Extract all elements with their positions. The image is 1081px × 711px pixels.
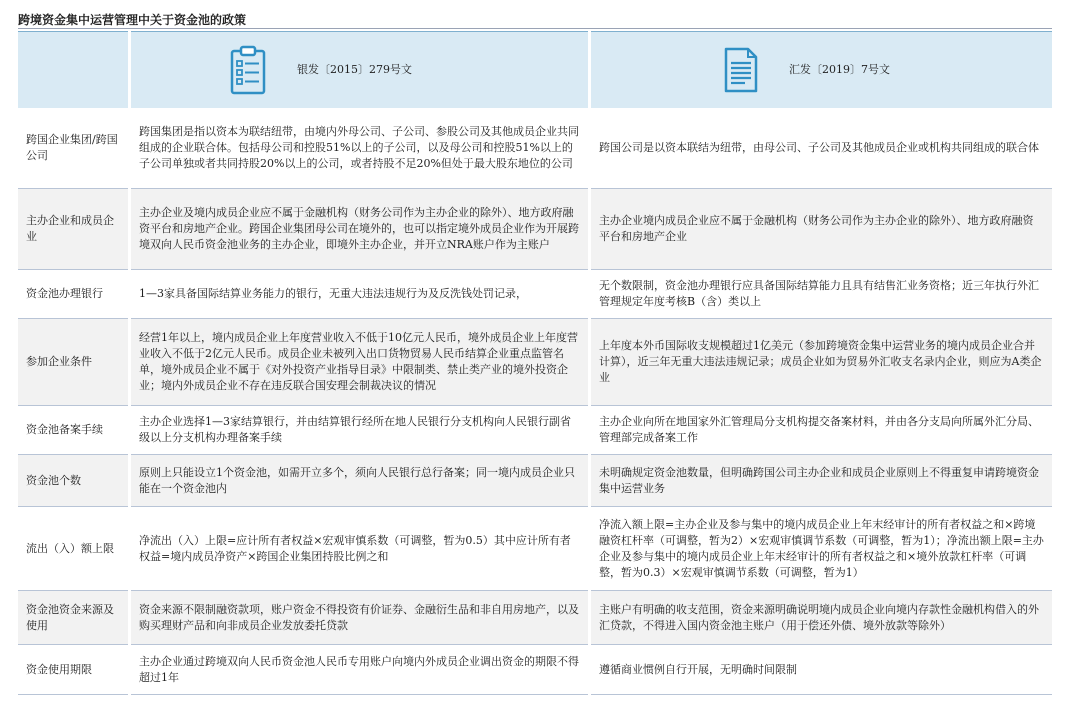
row-label: 资金池个数	[18, 455, 128, 507]
table-header-row	[18, 31, 1052, 108]
policy-comparison-table	[15, 31, 1055, 695]
cell-2019: 净流入额上限=主办企业及参与集中的境内成员企业上年末经审计的所有者权益之和×跨境融资杠杆率（可调整，暂为2）×宏观审慎调节系数（可调整，暂为1）；净流出额上限=主办企业及参与集中的境内成员企业上年末经审计的所有者权益之和×境外放款杠杆率（可调整，暂为0.3）×宏观审慎调节系数（可调整，暂为1）	[591, 507, 1052, 591]
cell-2015: 跨国集团是指以资本为联结纽带，由境内外母公司、子公司、参股公司及其他成员企业共同组成的企业联合体。包括母公司和控股51%以上的子公司，以及母公司和控股51%以上的子公司单独或者共同持股20%以上的公司，或者持股不足20%但处于最大股东地位的公司	[131, 108, 588, 189]
cell-2019: 无个数限制，资金池办理银行应具备国际结算能力且具有结售汇业务资格；近三年执行外汇管理规定年度考核B（含）类以上	[591, 270, 1052, 319]
header-2015-column	[131, 31, 588, 108]
header-2019-column	[591, 31, 1052, 108]
row-label: 资金池资金来源及使用	[18, 591, 128, 645]
table-row	[18, 406, 1052, 455]
clipboard-checklist-icon	[229, 45, 267, 95]
table-row	[18, 319, 1052, 406]
cell-2019: 未明确规定资金池数量，但明确跨国公司主办企业和成员企业原则上不得重复申请跨境资金集中运营业务	[591, 455, 1052, 507]
table-row	[18, 507, 1052, 591]
cell-2015: 原则上只能设立1个资金池，如需开立多个，须向人民银行总行备案；同一境内成员企业只能在一个资金池内	[131, 455, 588, 507]
header-2019-label: 汇发〔2019〕7号文	[789, 63, 890, 76]
cell-2019: 主账户有明确的收支范围，资金来源明确说明境内成员企业向境内存款性金融机构借入的外汇贷款，不得进入国内资金池主账户（用于偿还外债、境外放款等除外）	[591, 591, 1052, 645]
row-label: 主办企业和成员企业	[18, 189, 128, 270]
row-label: 资金使用期限	[18, 645, 128, 695]
row-label: 参加企业条件	[18, 319, 128, 406]
table-row	[18, 108, 1052, 189]
cell-2015: 1—3家具备国际结算业务能力的银行，无重大违法违规行为及反洗钱处罚记录，	[131, 270, 588, 319]
header-item-column	[18, 31, 128, 108]
row-label: 资金池备案手续	[18, 406, 128, 455]
cell-2019: 上年度本外币国际收支规模超过1亿美元（参加跨境资金集中运营业务的境内成员企业合并计算），近三年无重大违法违规记录；成员企业如为贸易外汇收支名录内企业，则应为A类企业	[591, 319, 1052, 406]
cell-2015: 主办企业及境内成员企业应不属于金融机构（财务公司作为主办企业的除外）、地方政府融资平台和房地产企业。跨国企业集团母公司在境外的，也可以指定境外成员企业作为开展跨境双向人民币资金池业务的主办企业，即境外主办企业，并开立NRA账户作为主账户	[131, 189, 588, 270]
cell-2019: 主办企业境内成员企业应不属于金融机构（财务公司作为主办企业的除外）、地方政府融资平台和房地产企业	[591, 189, 1052, 270]
row-label: 跨国企业集团/跨国公司	[18, 108, 128, 189]
document-icon	[723, 47, 759, 93]
table-row	[18, 645, 1052, 695]
cell-2015: 资金来源不限制融资款项，账户资金不得投资有价证券、金融衍生品和非自用房地产，以及购买理财产品和向非成员企业发放委托贷款	[131, 591, 588, 645]
cell-2015: 主办企业通过跨境双向人民币资金池人民币专用账户向境内外成员企业调出资金的期限不得超过1年	[131, 645, 588, 695]
row-label: 流出（入）额上限	[18, 507, 128, 591]
cell-2019: 遵循商业惯例自行开展，无明确时间限制	[591, 645, 1052, 695]
cell-2019: 主办企业向所在地国家外汇管理局分支机构提交备案材料，并由各分支局向所属外汇分局、管理部完成备案工作	[591, 406, 1052, 455]
title-divider	[18, 28, 1052, 29]
cell-2015: 主办企业选择1—3家结算银行，并由结算银行经所在地人民银行分支机构向人民银行副省级以上分支机构办理备案手续	[131, 406, 588, 455]
row-label: 资金池办理银行	[18, 270, 128, 319]
table-row	[18, 591, 1052, 645]
page-title: 跨境资金集中运营管理中关于资金池的政策	[18, 13, 247, 27]
cell-2015: 净流出（入）上限=应计所有者权益×宏观审慎系数（可调整，暂为0.5）其中应计所有者权益=境内成员净资产×跨国企业集团持股比例之和	[131, 507, 588, 591]
cell-2019: 跨国公司是以资本联结为纽带，由母公司、子公司及其他成员企业或机构共同组成的联合体	[591, 108, 1052, 189]
header-2015-label: 银发〔2015〕279号文	[297, 63, 412, 76]
table-row	[18, 189, 1052, 270]
table-row	[18, 270, 1052, 319]
cell-2015: 经营1年以上，境内成员企业上年度营业收入不低于10亿元人民币，境外成员企业上年度营业收入不低于2亿元人民币。成员企业未被列入出口货物贸易人民币结算企业重点监管名单，境外成员企业不属于《对外投资产业指导目录》中限制类、禁止类产业的境外投资企业；境内外成员企业不存在违反联合国安理会制裁决议的情况	[131, 319, 588, 406]
table-row	[18, 455, 1052, 507]
